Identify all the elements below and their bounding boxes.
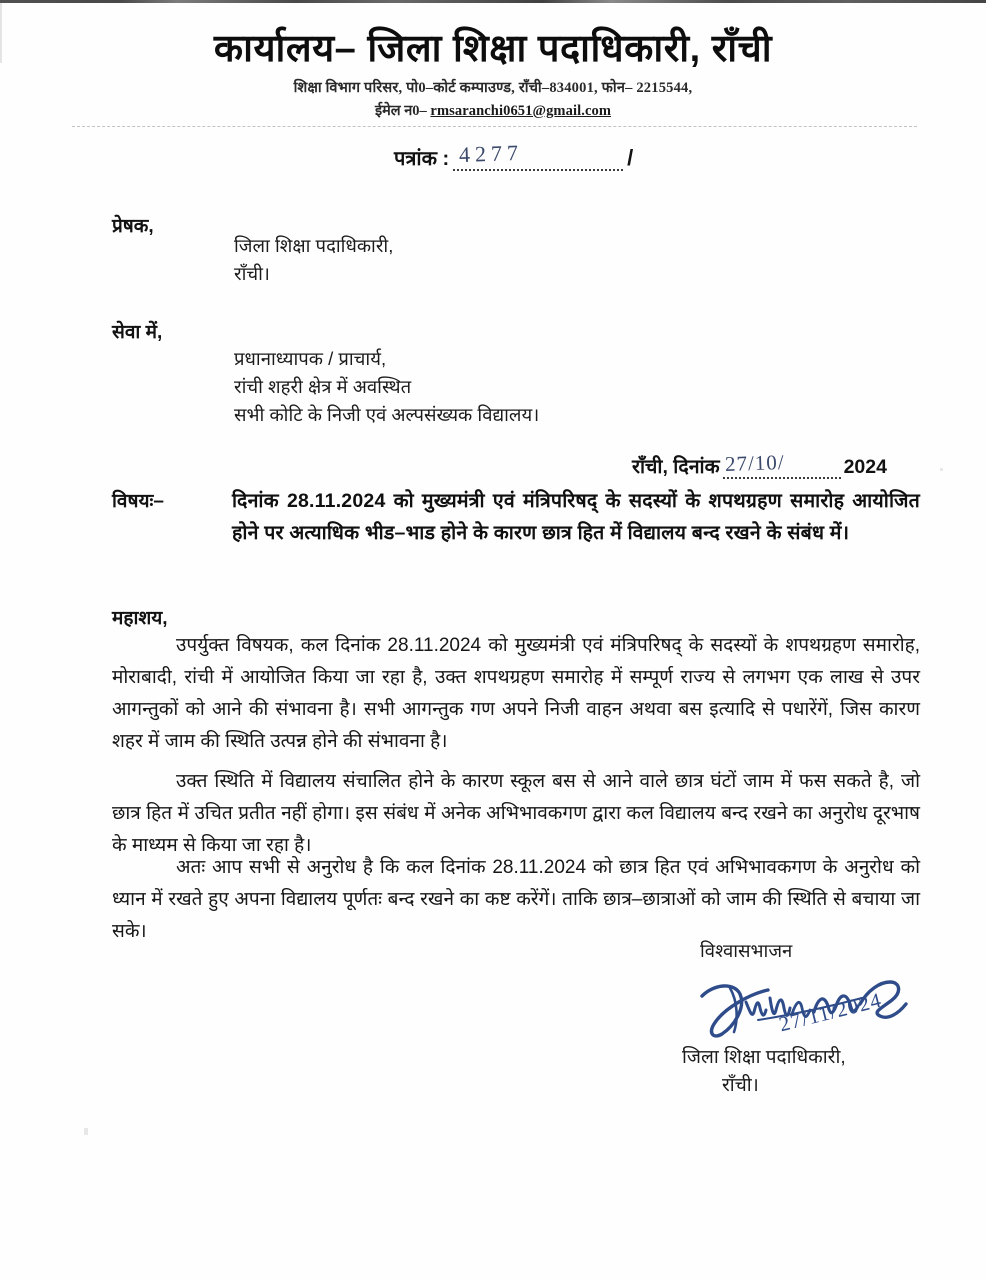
letter-number-label: पत्रांक : bbox=[394, 148, 450, 170]
signatory-block bbox=[682, 1044, 846, 1100]
scan-speck bbox=[940, 468, 943, 471]
from-block bbox=[234, 232, 393, 288]
letterhead bbox=[0, 28, 986, 120]
subject-text: दिनांक 28.11.2024 को मुख्यमंत्री एवं मंत्रिपरिषद् के सदस्यों के शपथग्रहण समारोह आयोजित होने पर अत्याधिक भीड–भाड होने के कारण छात्र हित में विद्यालय बन्द रखने के संबंध में। bbox=[232, 490, 920, 544]
to-line-3: सभी कोटि के निजी एवं अल्पसंख्यक विद्यालय। bbox=[234, 404, 540, 425]
letter-number-blank bbox=[453, 139, 623, 171]
to-line-1: प्रधानाध्यापक / प्राचार्य, bbox=[234, 348, 387, 369]
from-line-1: जिला शिक्षा पदाधिकारी, bbox=[234, 235, 394, 256]
office-email-row bbox=[0, 100, 986, 120]
place-date-label: राँची, दिनांक bbox=[632, 456, 720, 478]
office-address: शिक्षा विभाग परिसर, पो0–कोर्ट कम्पाउण्ड, राँची–834001, फोन– 2215544, bbox=[293, 79, 693, 96]
date-handwritten-value: 27/10/ bbox=[724, 449, 785, 477]
signatory-designation: जिला शिक्षा पदाधिकारी, bbox=[682, 1047, 846, 1068]
body-paragraph-1: उपर्युक्त विषयक, कल दिनांक 28.11.2024 को मुख्यमंत्री एवं मंत्रिपरिषद् के सदस्यों के शपथग्रहण समारोह, मोराबादी, रांची में आयोजित किया जा रहा है, उक्त शपथग्रहण समारोह में सम्पूर्ण राज्य से लगभग एक लाख से उपर आगन्तुकों को आने की संभावना है। सभी आगन्तुक गण अपने निजी वाहन अथवा बस इत्यादि से पधारेंगें, जिस कारण शहर में जाम की स्थिति उत्पन्न होने की संभावना है। bbox=[112, 635, 920, 752]
scan-edge-top bbox=[0, 0, 986, 3]
header-divider bbox=[72, 126, 917, 127]
signatory-city: राँची। bbox=[722, 1075, 759, 1096]
office-email: rmsaranchi0651@gmail.com bbox=[430, 102, 612, 119]
email-label: ईमेल न0– bbox=[374, 102, 427, 119]
letter-number-row bbox=[394, 139, 634, 171]
office-title: कार्यालय– जिला शिक्षा पदाधिकारी, राँची bbox=[213, 28, 773, 70]
to-line-2: रांची शहरी क्षेत्र में अवस्थित bbox=[234, 376, 412, 397]
from-label: प्रेषक, bbox=[112, 216, 154, 237]
closing-salutation: विश्वासभाजन bbox=[700, 940, 793, 961]
printed-year: 2024 bbox=[843, 456, 887, 478]
from-line-2: राँची। bbox=[234, 263, 270, 284]
letter-number-handwritten-value: 4277 bbox=[458, 139, 524, 168]
date-blank bbox=[723, 449, 841, 479]
to-block bbox=[234, 345, 539, 429]
salutation: महाशय, bbox=[112, 608, 168, 629]
signature-date-handwritten: 27/11/2024 bbox=[776, 987, 885, 1037]
body-paragraph-2: उक्त स्थिति में विद्यालय संचालित होने के कारण स्कूल बस से आने वाले छात्र घंटों जाम में फस सकते है, जो छात्र हित में उचित प्रतीत नहीं होगा। इस संबंध में अनेक अभिभावकगण द्वारा कल विद्यालय बन्द रखने का अनुरोध दूरभाष के माध्यम से किया जा रहा है। bbox=[112, 771, 920, 856]
scan-speck bbox=[84, 1128, 88, 1135]
subject-label: विषयः– bbox=[112, 491, 164, 512]
place-date-row bbox=[632, 449, 887, 479]
body-paragraph-3: अतः आप सभी से अनुरोध है कि कल दिनांक 28.11.2024 को छात्र हित एवं अभिभावकगण के अनुरोध को ध्यान में रखते हुए अपना विद्यालय पूर्णतः बन्द रखने का कष्ट करेंगें। ताकि छात्र–छात्राओं को जाम की स्थिति से बचाया जा सके। bbox=[112, 857, 920, 942]
to-label: सेवा में, bbox=[112, 322, 163, 343]
letter-number-slash: / bbox=[627, 145, 634, 170]
